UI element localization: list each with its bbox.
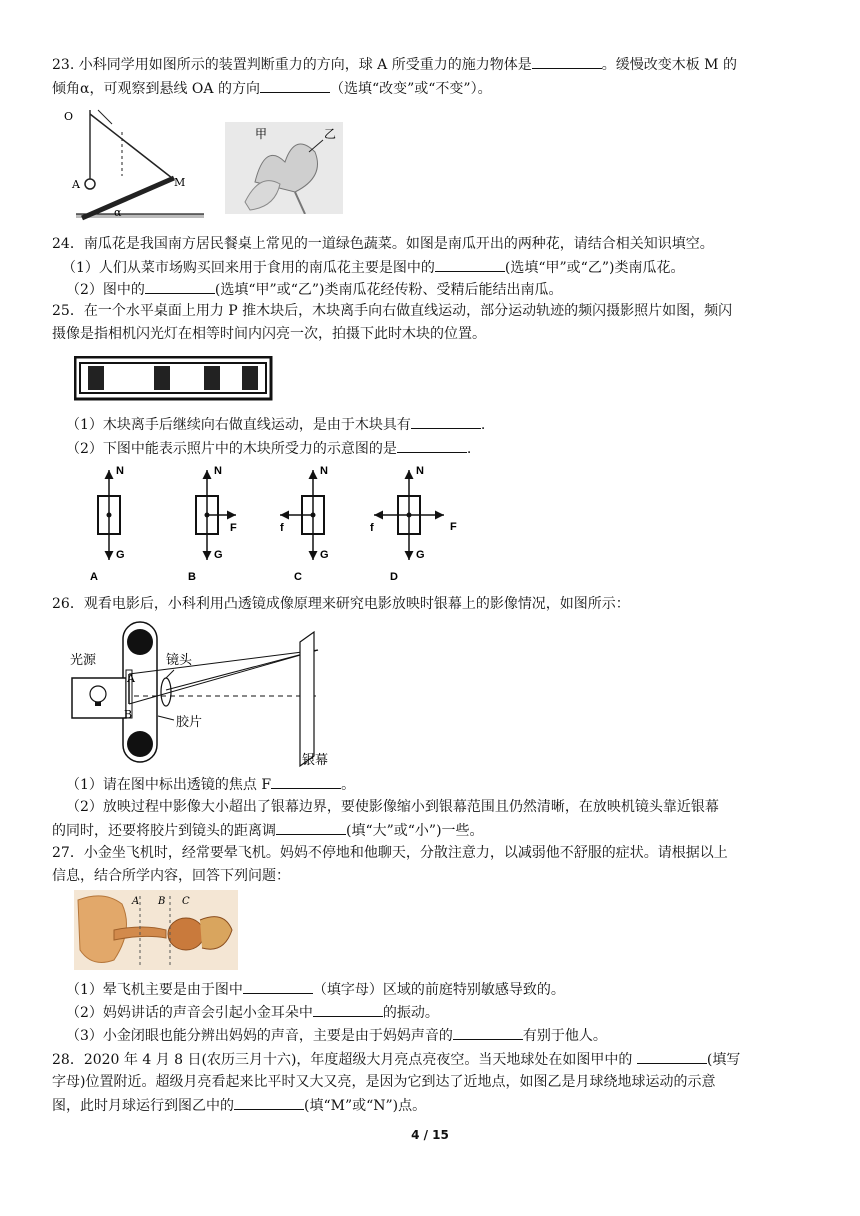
projector-diagram [68, 620, 380, 768]
block-image [88, 366, 104, 390]
label-light-source: 光源 [70, 653, 97, 668]
label-screen: 银幕 [302, 753, 329, 768]
svg-text:N: N [116, 465, 124, 477]
ear-label-b: B [158, 896, 166, 907]
svg-text:N: N [416, 465, 424, 477]
q25-part2: （2）下图中能表示照片中的木块所受力的示意图的是 . [66, 438, 471, 459]
q28-line2: 字母)位置附近。超级月亮看起来比平时又大又亮，是因为它到达了近地点，如图乙是月球绕地球运动的示意 [52, 1074, 716, 1090]
svg-text:G: G [416, 549, 425, 561]
block-image [204, 366, 220, 390]
q26-part2-cont: 的同时，还要将胶片到镜头的距离调 (填“大”或“小”)一些。 [52, 820, 484, 841]
label-jia: 甲 [255, 127, 268, 141]
force-diagram-a [90, 465, 125, 583]
block-image [242, 366, 258, 390]
q27-part2: （2）妈妈讲话的声音会引起小金耳朵中 的振动。 [66, 1002, 439, 1023]
q26-part2: （2）放映过程中影像大小超出了银幕边界，要使影像缩小到银幕范围且仍然清晰，在放映机镜头靠近银幕 [66, 799, 719, 815]
q27-part3: （3）小金闭眼也能分辨出妈妈的声音，主要是由于妈妈声音的 有别于他人。 [66, 1025, 607, 1046]
option-a-label: A [90, 571, 98, 583]
svg-text:F: F [230, 522, 237, 534]
q28-line3: 图，此时月球运行到图乙中的 (填“M”或“N”)点。 [52, 1095, 426, 1116]
answer-blank [145, 279, 215, 294]
svg-text:G: G [214, 549, 223, 561]
q25-stem-2: 摄像是指相机闪光灯在相等时间内闪亮一次，拍摄下此时木块的位置。 [52, 326, 486, 342]
answer-blank [234, 1095, 304, 1110]
q27-stem-1: 27．小金坐飞机时，经常要晕飞机。妈妈不停地和他聊天，分散注意力，以减弱他不舒服的症状。请根据以上 [52, 845, 728, 861]
page-number: 4 / 15 [411, 1128, 449, 1142]
q27-part1: （1）晕飞机主要是由于图中 （填字母）区域的前庭特别敏感导致的。 [66, 979, 565, 1000]
answer-blank [453, 1025, 523, 1040]
q27-stem-2: 信息，结合所学内容，回答下列问题： [52, 868, 290, 884]
ear-label-c: C [182, 896, 190, 907]
label-o: O [64, 110, 74, 123]
pumpkin-flower-photo [225, 122, 343, 214]
q26-part1: （1）请在图中标出透镜的焦点 F 。 [66, 774, 355, 795]
option-d-label: D [390, 571, 398, 583]
label-film: 胶片 [176, 715, 203, 730]
q25-stem-1: 25．在一个水平桌面上用力 P 推木块后，木块离手向右做直线运动，部分运动轨迹的频闪摄影照片如图，频闪 [52, 303, 733, 319]
label-yi: 乙 [324, 127, 337, 141]
q25-part1: （1）木块离手后继续向右做直线运动，是由于木块具有 . [66, 414, 485, 435]
answer-blank [637, 1049, 707, 1064]
svg-text:F: F [450, 521, 457, 533]
force-diagram-b [188, 465, 237, 583]
label-a: A [127, 672, 135, 685]
q26-stem: 26．观看电影后，小科利用凸透镜成像原理来研究电影放映时银幕上的影像情况，如图所示： [52, 596, 630, 612]
answer-blank [313, 1002, 383, 1017]
answer-blank [276, 820, 346, 835]
q24-stem: 24．南瓜花是我国南方居民餐桌上常见的一道绿色蔬菜。如图是南瓜开出的两种花，请结合相关知识填空。 [52, 236, 714, 252]
reel-top [127, 629, 153, 655]
force-diagrams [76, 460, 466, 586]
force-diagram-c [280, 465, 329, 583]
ear-anatomy-figure [74, 890, 238, 970]
reel-bottom [127, 731, 153, 757]
ear-label-a: A [132, 896, 140, 907]
option-b-label: B [188, 571, 196, 583]
force-diagram-d [370, 465, 457, 583]
gravity-apparatus-figure [64, 104, 206, 226]
svg-text:N: N [320, 465, 328, 477]
svg-text:f: f [370, 522, 374, 534]
answer-blank [397, 438, 467, 453]
answer-blank [243, 979, 313, 994]
answer-blank [260, 78, 330, 93]
q24-part1: （1）人们从菜市场购买回来用于食用的南瓜花主要是图中的 (选填“甲”或“乙”)类南瓜花。 [62, 257, 684, 278]
label-b: B [124, 708, 133, 721]
block-image [154, 366, 170, 390]
svg-text:G: G [116, 549, 125, 561]
option-c-label: C [294, 571, 302, 583]
label-m: M [174, 176, 186, 189]
q28-line1: 28．2020 年 4 月 8 日(农历三月十六)，年度超级大月亮点亮夜空。当天地球处在如图甲中的 (填写 [52, 1049, 740, 1070]
answer-blank [435, 257, 505, 272]
answer-blank [411, 414, 481, 429]
label-a: A [72, 178, 80, 191]
ball-a [85, 179, 95, 189]
screen [300, 632, 314, 766]
strobe-photo [74, 356, 274, 402]
svg-text:G: G [320, 549, 329, 561]
q24-part2: （2）图中的 (选填“甲”或“乙”)类南瓜花经传粉、受精后能结出南瓜。 [66, 279, 562, 300]
light-bulb [90, 686, 106, 702]
answer-blank [532, 54, 602, 69]
q23-line1: 23. 小科同学用如图所示的装置判断重力的方向，球 A 所受重力的施力物体是 。缓慢改变木板 M 的 [52, 54, 737, 75]
svg-text:f: f [280, 522, 284, 534]
q23-line2: 倾角α，可观察到悬线 OA 的方向 （选填“改变”或“不变”）。 [52, 78, 492, 99]
answer-blank [271, 774, 341, 789]
svg-text:N: N [214, 465, 222, 477]
label-lens: 镜头 [166, 653, 193, 668]
label-alpha: α [114, 206, 122, 219]
